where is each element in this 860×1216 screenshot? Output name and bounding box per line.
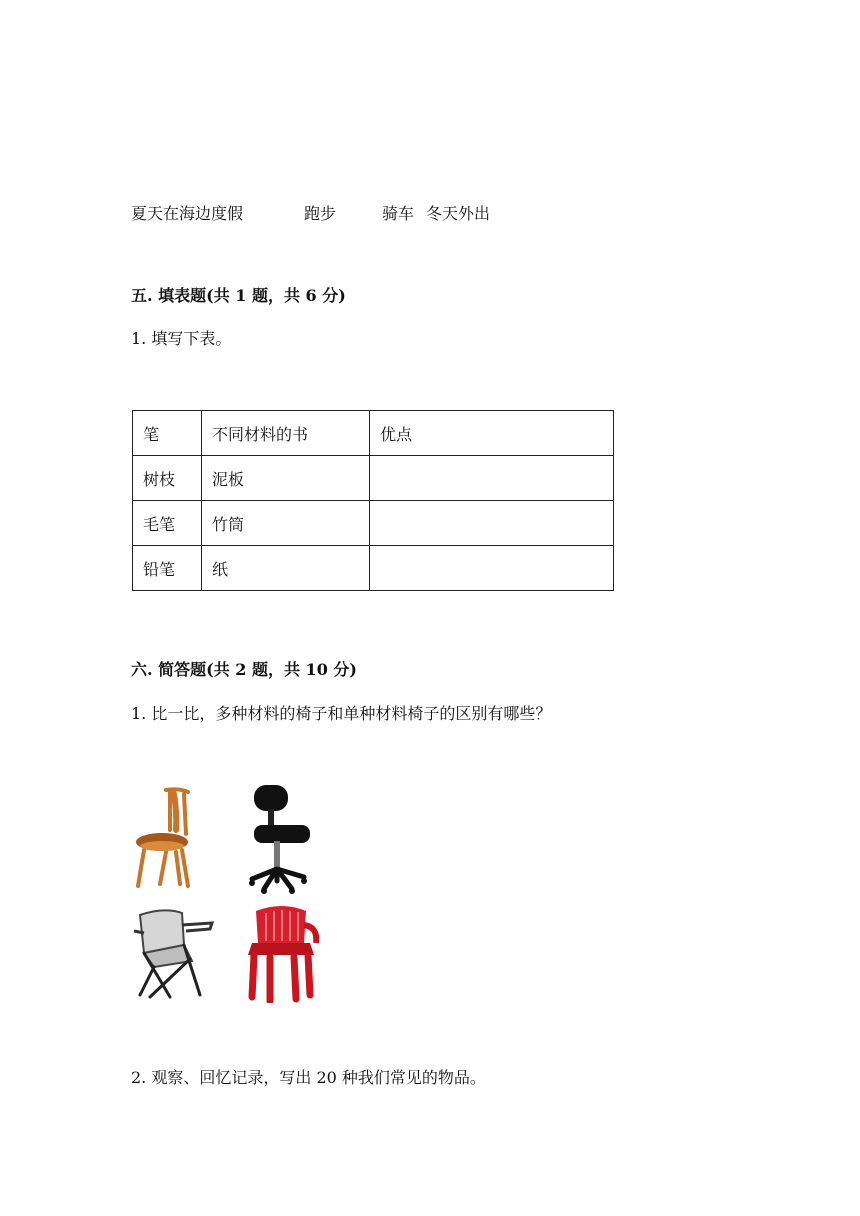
table-row <box>133 546 614 591</box>
table-cell: 竹筒 <box>202 501 370 546</box>
section-6-question-2: 2. 观察、回忆记录，写出 20 种我们常见的物品。 <box>131 1068 486 1087</box>
section-5-question: 1. 填写下表。 <box>131 329 232 348</box>
plastic-chair-image <box>244 903 320 1003</box>
folding-chair-image <box>130 905 214 999</box>
wooden-chair-image <box>130 786 196 890</box>
section-6-question-1: 1. 比一比，多种材料的椅子和单种材料椅子的区别有哪些？ <box>131 704 552 723</box>
fill-in-table <box>132 410 614 591</box>
office-chair-image <box>246 783 310 895</box>
table-cell: 毛笔 <box>133 501 202 546</box>
table-cell: 不同材料的书 <box>202 411 370 456</box>
answer-cell[interactable] <box>370 501 614 546</box>
table-header-row <box>133 411 614 456</box>
activity-summer-beach: 夏天在海边度假 <box>131 204 244 223</box>
table-row <box>133 456 614 501</box>
activity-winter-outing: 冬天外出 <box>426 204 491 223</box>
table-cell: 优点 <box>370 411 614 456</box>
table-cell: 纸 <box>202 546 370 591</box>
answer-cell[interactable] <box>370 546 614 591</box>
answer-cell[interactable] <box>370 456 614 501</box>
table-cell: 树枝 <box>133 456 202 501</box>
section-6-heading: 六. 简答题(共 2 题，共 10 分) <box>131 660 357 679</box>
activity-running: 跑步 <box>304 204 337 223</box>
section-5-heading: 五. 填表题(共 1 题，共 6 分) <box>131 286 346 305</box>
table-cell: 泥板 <box>202 456 370 501</box>
table-row <box>133 501 614 546</box>
table-cell: 笔 <box>133 411 202 456</box>
table-cell: 铅笔 <box>133 546 202 591</box>
activity-cycling: 骑车 <box>382 204 415 223</box>
